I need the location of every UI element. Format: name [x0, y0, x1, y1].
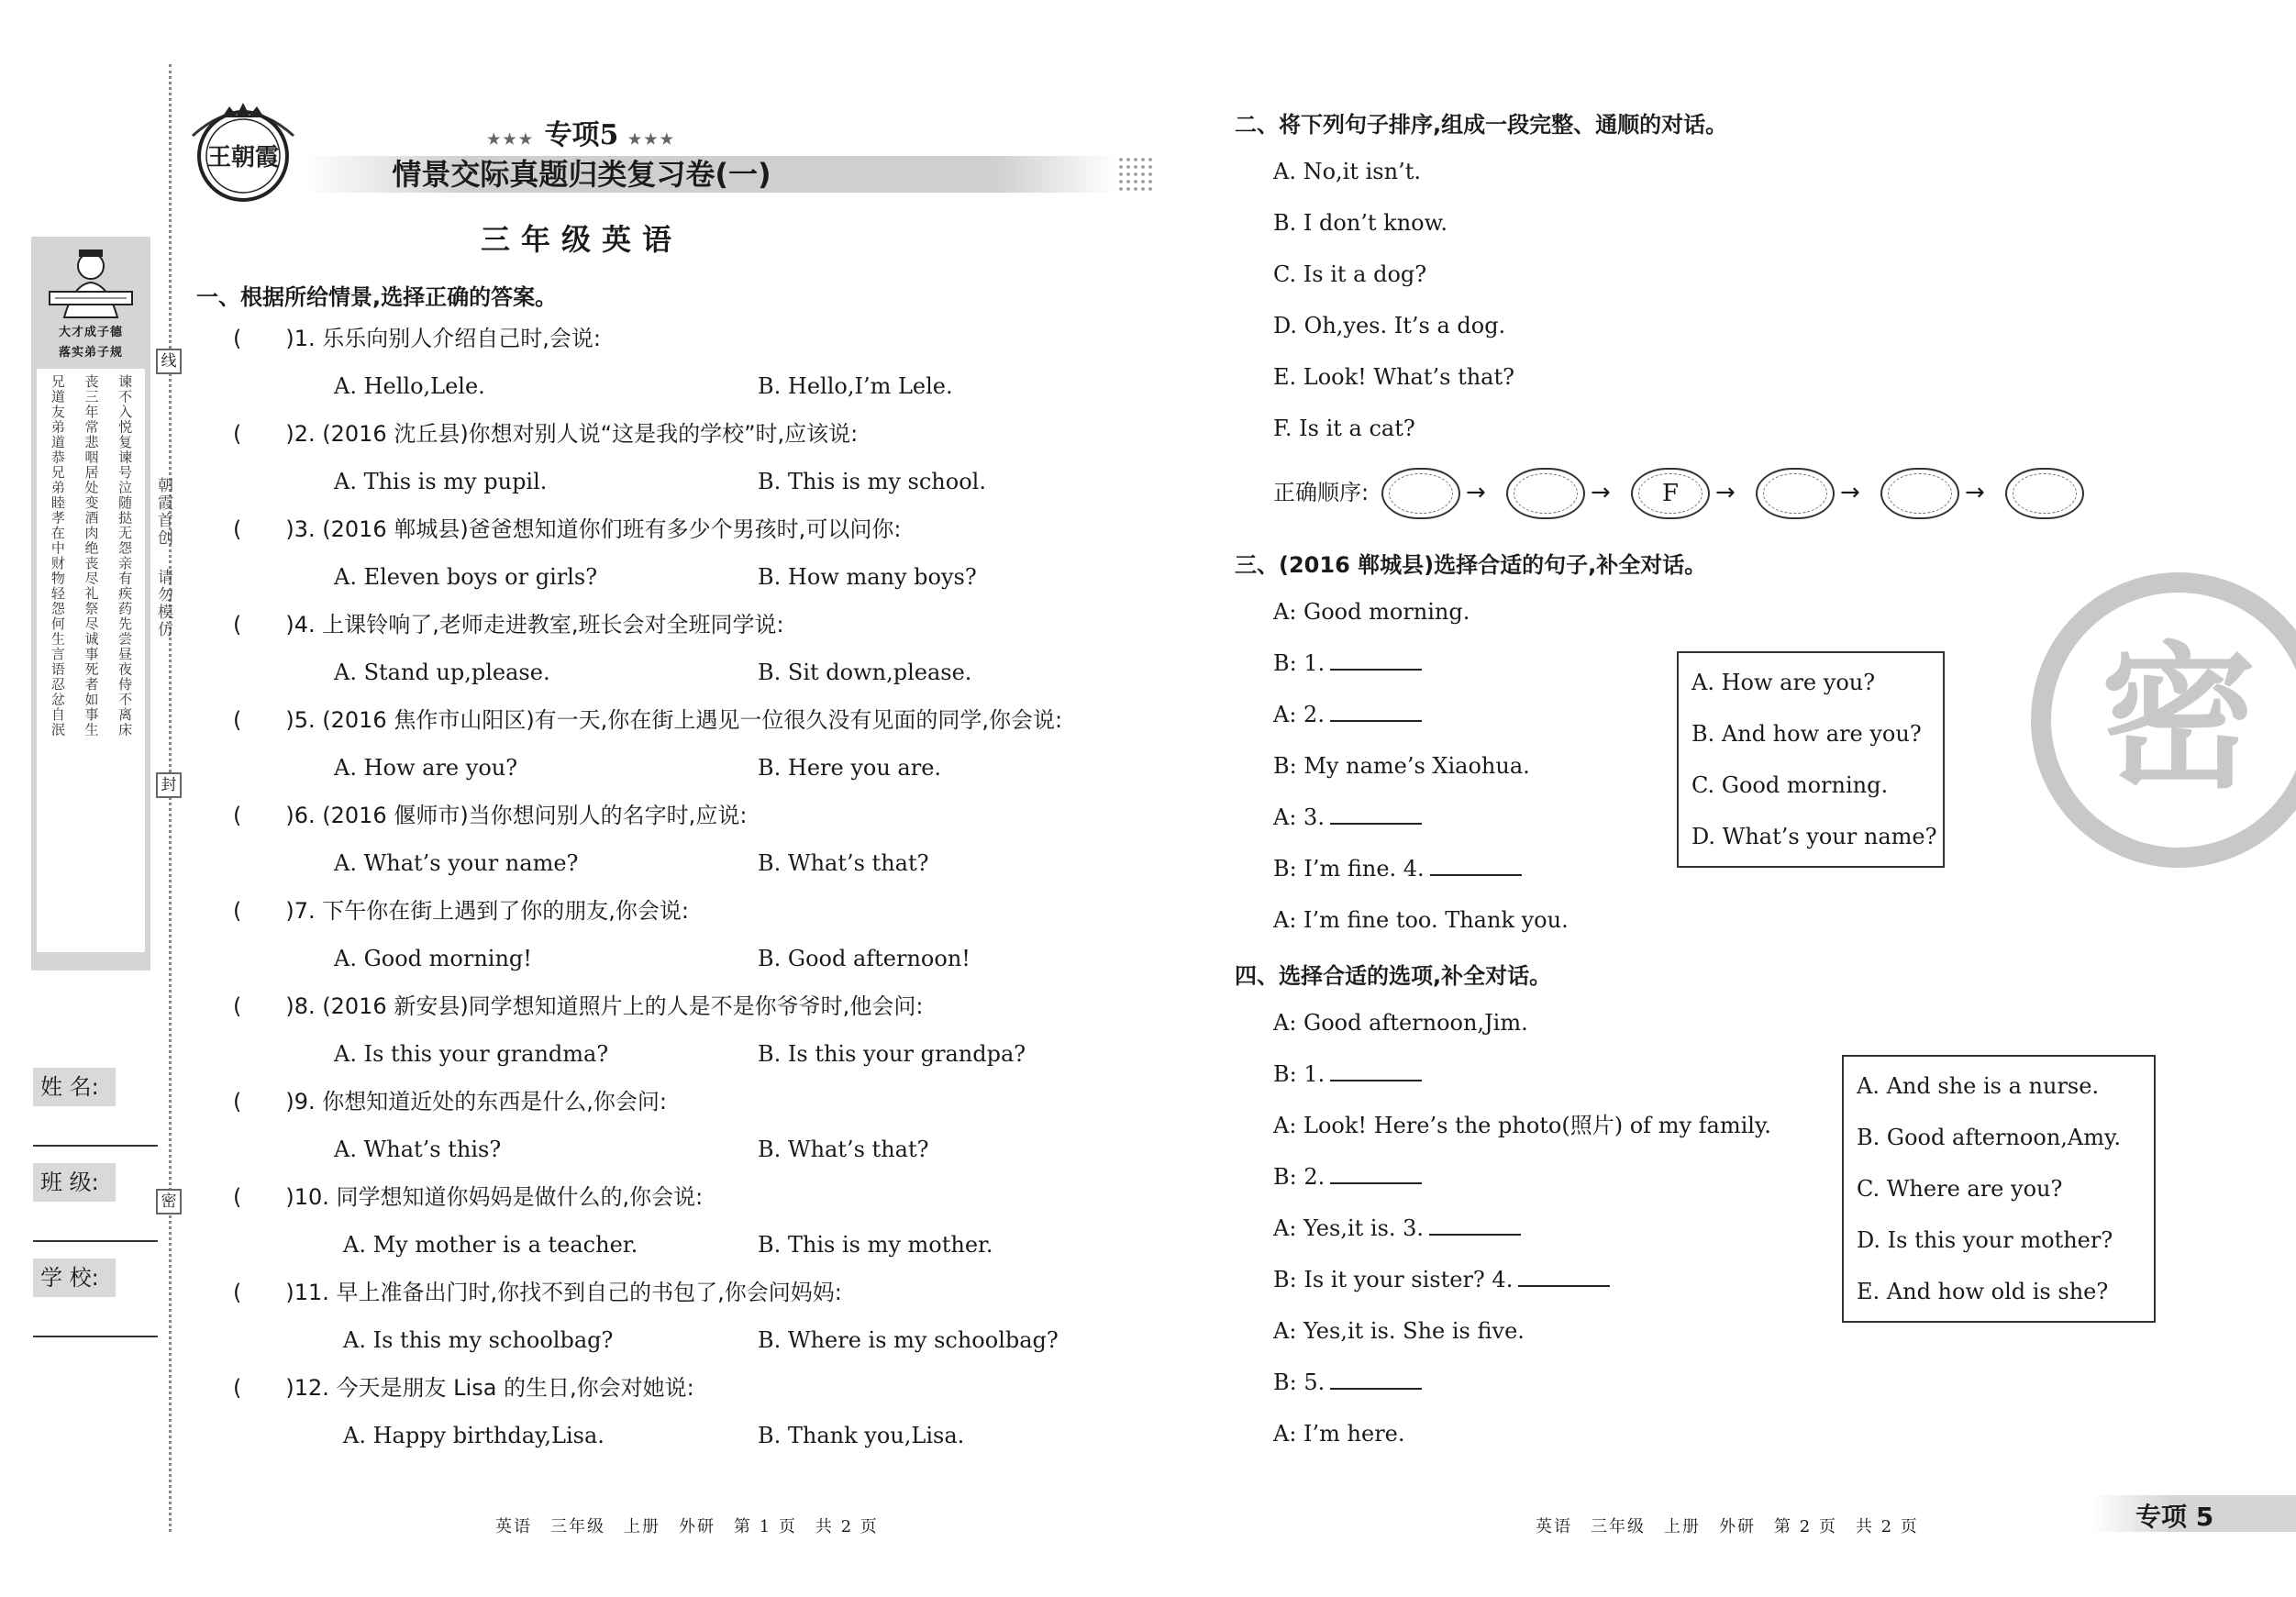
dialogue-line: A: I’m fine too. Thank you.	[1273, 907, 1569, 933]
option-b: B. Sit down,please.	[758, 660, 972, 685]
option-b: B. Is this your grandpa?	[758, 1041, 1026, 1067]
option-item: A. And she is a nurse.	[1857, 1073, 2100, 1099]
order-slot[interactable]	[1880, 468, 1959, 519]
proverb-head-2: 落实弟子规	[58, 346, 123, 360]
footer-page-2: 英语 三年级 上册 外研 第 2 页 共 2 页	[1536, 1517, 1919, 1536]
option-item: D. Is this your mother?	[1857, 1227, 2113, 1253]
dialogue-line: A: 2.	[1273, 701, 1422, 728]
option-b: B. What’s that?	[758, 1137, 929, 1162]
option-a: A. Good morning!	[334, 946, 532, 971]
proverb-grid	[37, 369, 145, 952]
question-stem: ( )5. (2016 焦作市山阳区)有一天,你在街上遇见一位很久没有见面的同学,你会说:	[233, 707, 1063, 733]
order-slot[interactable]	[2005, 468, 2084, 519]
option-b: B. Hello,I’m Lele.	[758, 373, 953, 399]
section2-sentence: E. Look! What’s that?	[1273, 364, 1515, 390]
answer-blank[interactable]	[1330, 650, 1422, 671]
question-stem: ( )3. (2016 郸城县)爸爸想知道你们班有多少个男孩时,可以问你:	[233, 516, 902, 542]
dialogue-line: B: 2.	[1273, 1163, 1422, 1191]
option-b: B. This is my mother.	[758, 1232, 993, 1258]
section4-options-box	[1842, 1055, 2156, 1323]
option-item: D. What’s your name?	[1691, 824, 1937, 849]
order-label: 正确顺序:	[1273, 480, 1370, 505]
option-item: B. Good afternoon,Amy.	[1857, 1125, 2121, 1150]
option-a: A. Is this your grandma?	[334, 1041, 609, 1067]
question-stem: ( )7. 下午你在街上遇到了你的朋友,你会说:	[233, 898, 689, 924]
proverb-column: 谏不入悦复谏号泣随挞无怨亲有疾药先尝昼夜侍不离床	[116, 374, 134, 738]
question-stem: ( )1. 乐乐向别人介绍自己时,会说:	[233, 326, 601, 351]
binding-char-feng: 封	[156, 772, 182, 798]
proverb-head-1: 大才成子德	[58, 326, 123, 339]
dialogue-line: B: 5.	[1273, 1369, 1422, 1396]
dialogue-line: A: 3.	[1273, 804, 1422, 831]
answer-blank[interactable]	[1429, 1215, 1521, 1236]
option-b: B. Thank you,Lisa.	[758, 1423, 965, 1448]
school-field[interactable]	[33, 1336, 158, 1337]
corner-tag-text: 专项 5	[2135, 1502, 2214, 1532]
option-a: A. This is my pupil.	[334, 469, 548, 494]
order-slot[interactable]	[1506, 468, 1585, 519]
corner-tag	[2091, 1495, 2296, 1532]
class-label: 班 级:	[33, 1163, 116, 1202]
option-b: B. Where is my schoolbag?	[758, 1327, 1059, 1353]
order-slot[interactable]	[1381, 468, 1460, 519]
option-item: B. And how are you?	[1691, 721, 1922, 747]
question-stem: ( )10. 同学想知道你妈妈是做什么的,你会说:	[233, 1184, 704, 1210]
answer-blank[interactable]	[1430, 856, 1522, 876]
section2-sentence: D. Oh,yes. It’s a dog.	[1273, 313, 1506, 338]
option-a: A. My mother is a teacher.	[343, 1232, 638, 1258]
dialogue-line: B: 1.	[1273, 649, 1422, 677]
option-a: A. Happy birthday,Lisa.	[343, 1423, 605, 1448]
section2-heading: 二、将下列句子排序,组成一段完整、通顺的对话。	[1235, 112, 1728, 138]
proverb-column: 兄道友弟道恭兄弟睦孝在中财物轻怨何生言语忍忿自泯	[49, 374, 66, 738]
option-item: C. Good morning.	[1691, 772, 1889, 798]
watermark-char: 密	[2100, 628, 2257, 810]
section2-sentence: B. I don’t know.	[1273, 210, 1447, 236]
option-a: A. Is this my schoolbag?	[343, 1327, 614, 1353]
option-b: B. Here you are.	[758, 755, 942, 781]
section2-sentence: C. Is it a dog?	[1273, 261, 1427, 287]
order-slot[interactable]: F	[1631, 468, 1710, 519]
answer-blank[interactable]	[1330, 1164, 1422, 1184]
answer-blank[interactable]	[1330, 1061, 1422, 1081]
option-b: B. Good afternoon!	[758, 946, 971, 971]
question-stem: ( )11. 早上准备出门时,你找不到自己的书包了,你会问妈妈:	[233, 1280, 842, 1305]
arrow-icon: →	[1840, 479, 1860, 506]
section3-options-box	[1677, 651, 1945, 868]
school-label: 学 校:	[33, 1259, 116, 1297]
proverb-panel	[31, 237, 150, 970]
section1-heading: 一、根据所给情景,选择正确的答案。	[196, 284, 558, 310]
option-b: B. This is my school.	[758, 469, 986, 494]
dialogue-line: A: Look! Here’s the photo(照片) of my family.	[1273, 1113, 1771, 1138]
dialogue-line: A: Yes,it is. 3.	[1273, 1214, 1521, 1242]
dialogue-line: B: Is it your sister? 4.	[1273, 1266, 1610, 1293]
arrow-icon: →	[1466, 479, 1486, 506]
option-b: B. What’s that?	[758, 850, 929, 876]
option-a: A. Eleven boys or girls?	[334, 564, 598, 590]
dialogue-line: A: Yes,it is. She is five.	[1273, 1318, 1525, 1344]
arrow-icon: →	[1965, 479, 1985, 506]
dialogue-line: A: I’m here.	[1273, 1421, 1405, 1447]
question-stem: ( )2. (2016 沈丘县)你想对别人说“这是我的学校”时,应该说:	[233, 421, 859, 447]
binding-notice-2: 请勿模仿	[154, 569, 172, 638]
question-stem: ( )12. 今天是朋友 Lisa 的生日,你会对她说:	[233, 1375, 694, 1401]
dialogue-line: A: Good afternoon,Jim.	[1273, 1010, 1528, 1036]
special-tag: ★★★ 专项5 ★★★	[487, 119, 676, 151]
proverb-column: 丧三年常悲咽居处变酒肉绝丧尽礼祭尽诚事死者如事生	[83, 374, 100, 738]
binding-dotted-line	[169, 64, 172, 1532]
class-field[interactable]	[33, 1240, 158, 1242]
binding-char-xian: 线	[156, 349, 182, 374]
dialogue-line: A: Good morning.	[1273, 599, 1470, 625]
option-a: A. Hello,Lele.	[334, 373, 485, 399]
option-b: B. How many boys?	[758, 564, 977, 590]
special-label: 专项5	[544, 119, 619, 151]
arrow-icon: →	[1715, 479, 1736, 506]
binding-char-mi: 密	[156, 1189, 182, 1214]
option-item: C. Where are you?	[1857, 1176, 2063, 1202]
arrow-icon: →	[1591, 479, 1611, 506]
secret-watermark-icon	[2027, 569, 2296, 871]
binding-notice-1: 朝霞首创	[154, 477, 172, 547]
option-a: A. Stand up,please.	[334, 660, 550, 685]
dialogue-line: B: I’m fine. 4.	[1273, 855, 1522, 882]
option-a: A. What’s this?	[334, 1137, 502, 1162]
brand-logo-text: 王朝霞	[206, 144, 280, 172]
grade-subtitle: 三年级英语	[480, 222, 682, 257]
answer-blank[interactable]	[1518, 1267, 1610, 1287]
dialogue-line: B: My name’s Xiaohua.	[1273, 753, 1530, 779]
dialogue-line: B: 1.	[1273, 1060, 1422, 1088]
answer-blank[interactable]	[1330, 804, 1422, 825]
answer-blank[interactable]	[1330, 1370, 1422, 1390]
question-stem: ( )9. 你想知道近处的东西是什么,你会问:	[233, 1089, 667, 1115]
section3-heading: 三、(2016 郸城县)选择合适的句子,补全对话。	[1235, 552, 1707, 578]
section4-heading: 四、选择合适的选项,补全对话。	[1235, 963, 1552, 989]
option-a: A. What’s your name?	[334, 850, 579, 876]
question-stem: ( )8. (2016 新安县)同学想知道照片上的人是不是你爷爷时,他会问:	[233, 993, 924, 1019]
option-a: A. How are you?	[334, 755, 518, 781]
section2-sentence: F. Is it a cat?	[1273, 416, 1415, 441]
option-item: A. How are you?	[1691, 670, 1876, 695]
question-stem: ( )4. 上课铃响了,老师走进教室,班长会对全班同学说:	[233, 612, 784, 638]
name-field[interactable]	[33, 1145, 158, 1147]
footer-page-1: 英语 三年级 上册 外研 第 1 页 共 2 页	[495, 1517, 879, 1536]
page-title: 情景交际真题归类复习卷(一)	[392, 157, 771, 192]
option-item: E. And how old is she?	[1857, 1279, 2109, 1304]
section2-sentence: A. No,it isn’t.	[1273, 159, 1421, 184]
answer-blank[interactable]	[1330, 702, 1422, 722]
question-stem: ( )6. (2016 偃师市)当你想问别人的名字时,应说:	[233, 803, 748, 828]
name-label: 姓 名:	[33, 1068, 116, 1106]
order-slot[interactable]	[1756, 468, 1835, 519]
